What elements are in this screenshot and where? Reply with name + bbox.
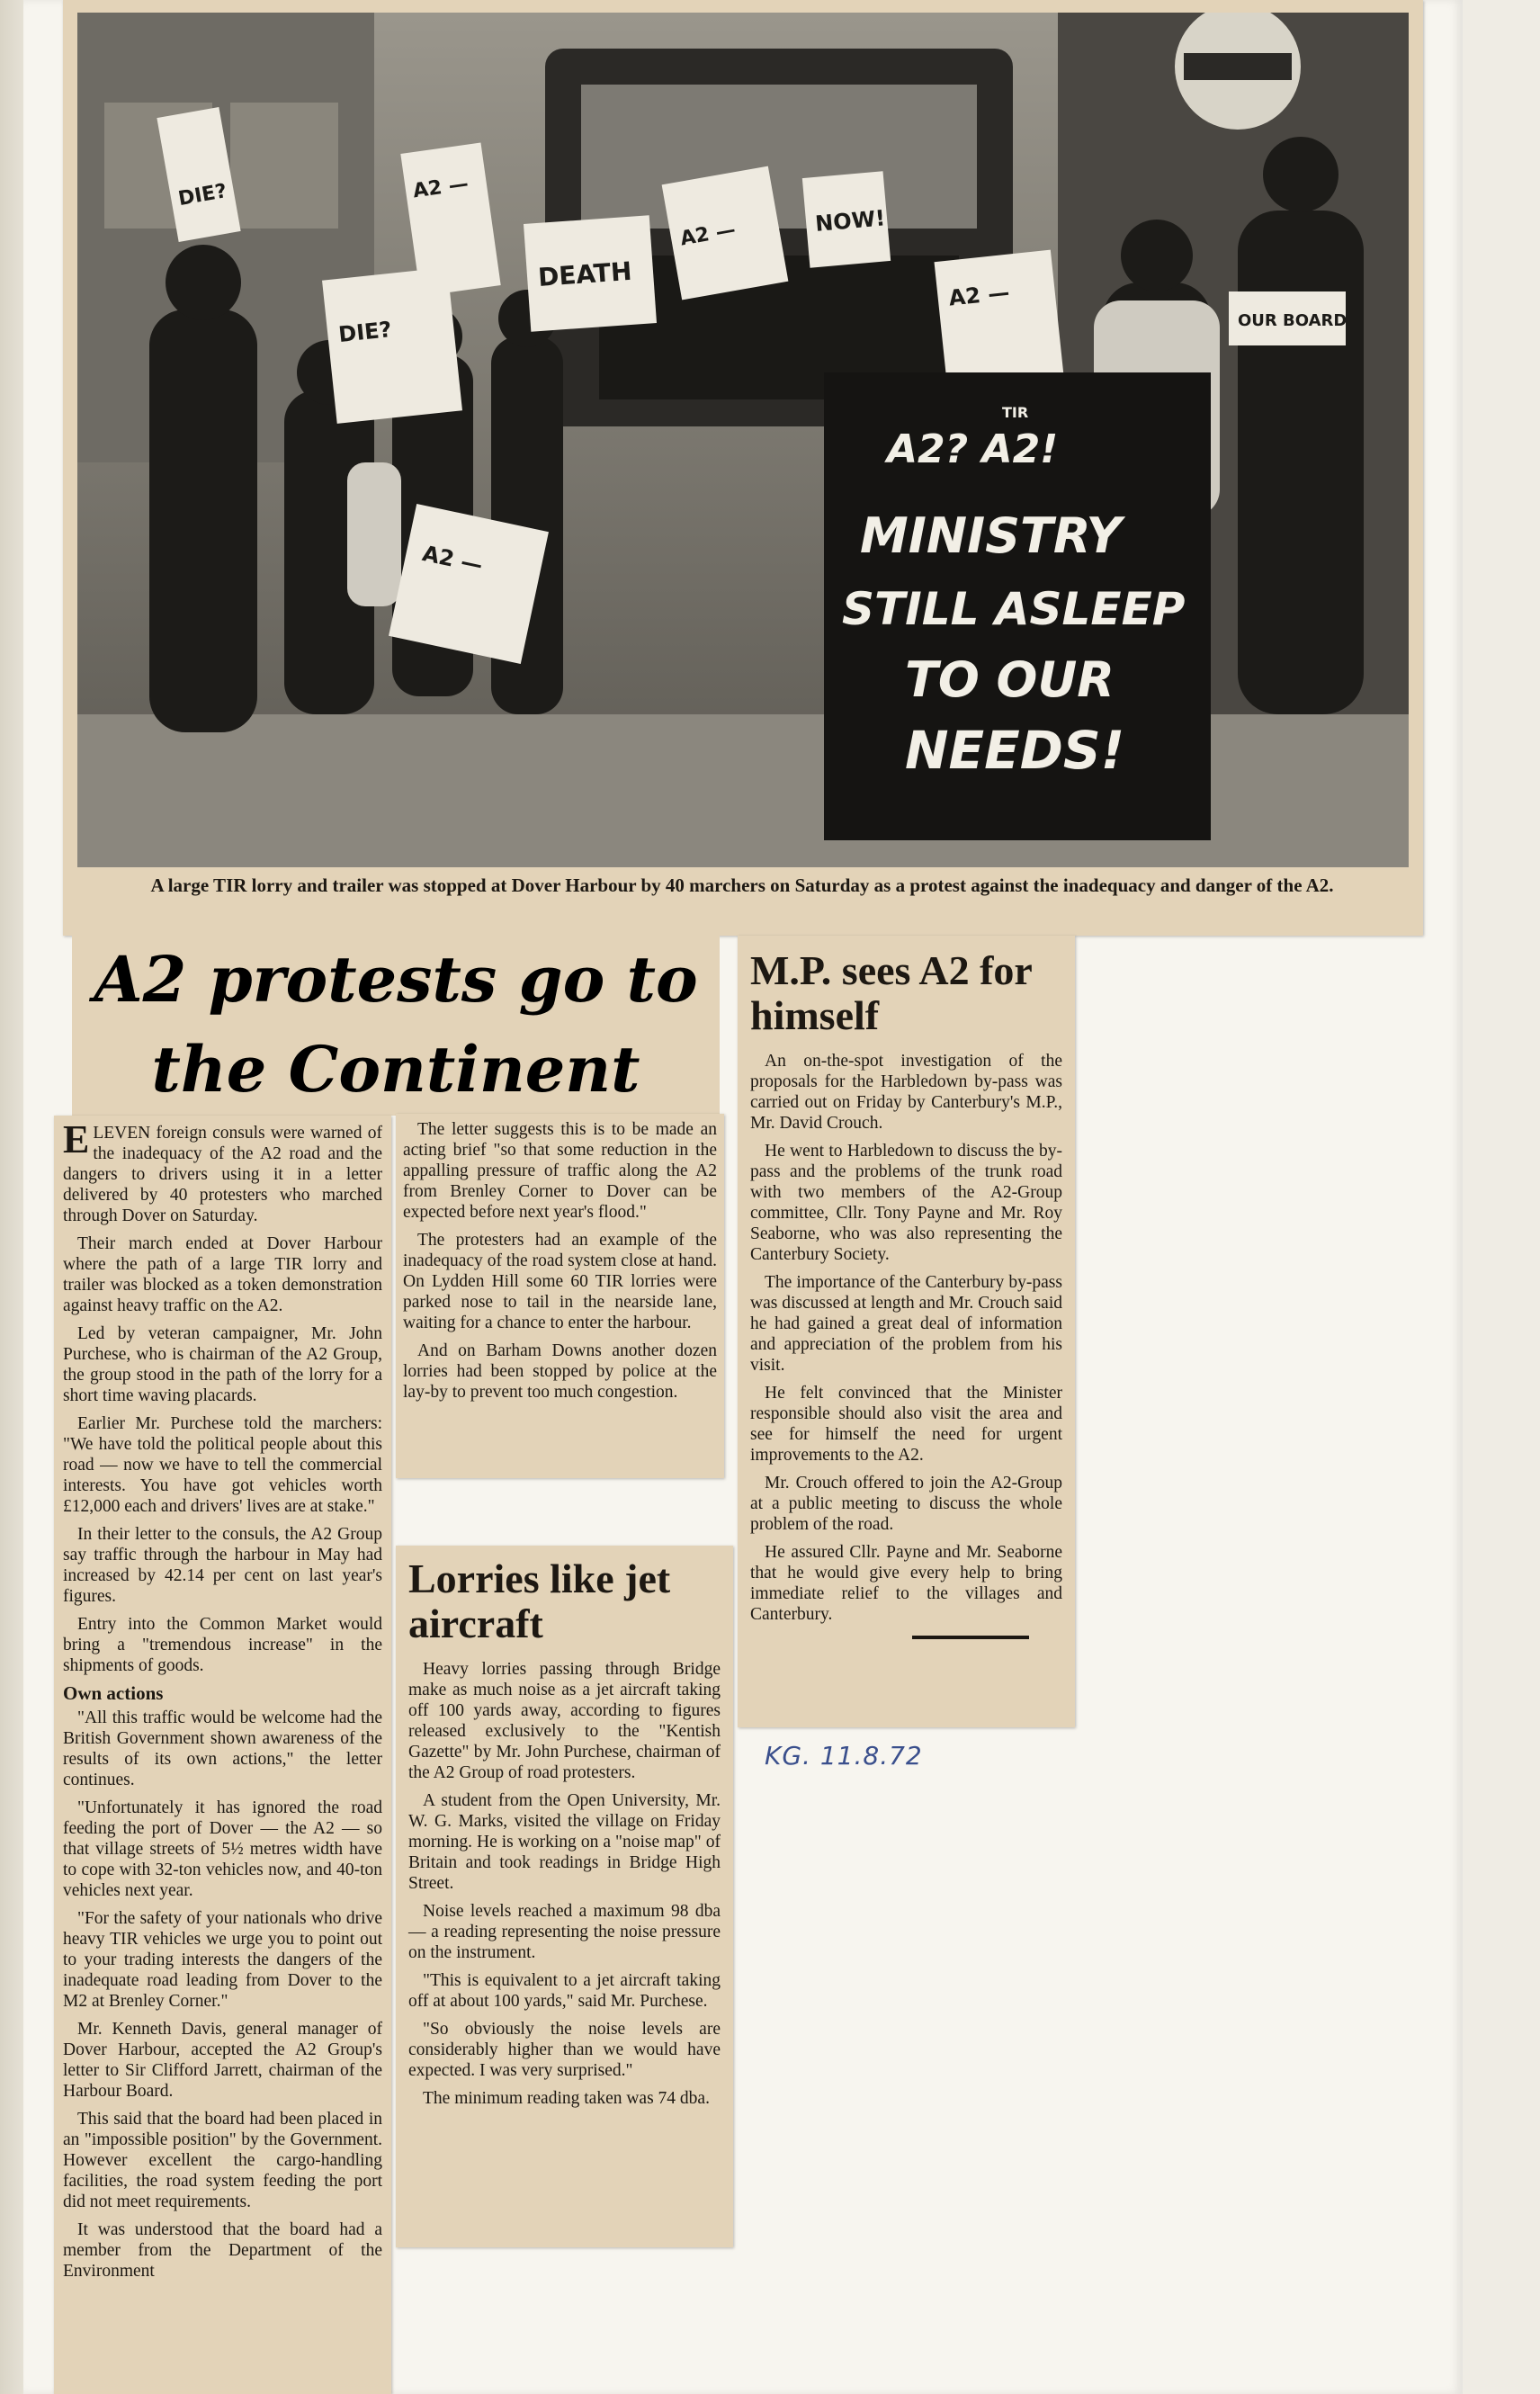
- end-rule: [912, 1636, 1029, 1639]
- banner-line-1: A2? A2!: [887, 426, 1059, 472]
- paragraph: He felt convinced that the Minister responsible should also visit the area and see for himself the need for urgent improvements to the A2.: [750, 1384, 1062, 1465]
- protest-photo: [77, 13, 1409, 867]
- paragraph: An on-the-spot investigation of the proposals for the Harbledown by-pass was carried out on Friday by Canterbury's M.P., Mr. David Crouch.: [750, 1052, 1062, 1133]
- paragraph: He went to Harbledown to discuss the by-pass and the problems of the trunk road with two members of the A2-Group committee, Cllr. Tony Payne and Mr. Roy Seaborne, who was also representing the Canterbury Society.: [750, 1142, 1062, 1264]
- banner-line-5: NEEDS!: [905, 720, 1125, 781]
- handwritten-date-note: KG. 11.8.72: [765, 1741, 923, 1771]
- paragraph: Entry into the Common Market would bring a "tremendous increase" in the shipments of goods.: [63, 1615, 382, 1675]
- placard-now: NOW!: [814, 205, 887, 237]
- paragraph: This said that the board had been placed in an "impossible position" by the Government. However excellent the cargo-handling facilities, the road system feeding the port did not meet requirements.: [63, 2110, 382, 2211]
- banner-line-3: STILL ASLEEP: [842, 583, 1186, 635]
- paragraph: Led by veteran campaigner, Mr. John Purchese, who is chairman of the A2 Group, the group stood in the path of the lorry for a short time waving placards.: [63, 1324, 382, 1405]
- protest-photo-illustration: [77, 13, 1409, 867]
- paragraph: Their march ended at Dover Harbour where the path of a large TIR lorry and trailer was blocked as a token demonstration against heavy traffic on the A2.: [63, 1234, 382, 1315]
- placard-our-board: OUR BOARD: [1238, 311, 1348, 330]
- paragraph: Noise levels reached a maximum 98 dba — a reading representing the noise pressure on the instrument.: [408, 1902, 721, 1962]
- paragraph: "For the safety of your nationals who drive heavy TIR vehicles we urge you to point out to your trading interests the dangers of the inadequate road leading from Dover to the M2 at Brenley Corner.": [63, 1909, 382, 2011]
- placard-keep-death: DEATH: [537, 256, 633, 293]
- lead-paragraph: ELEVEN foreign consuls were warned of the inadequacy of the A2 road and the dangers to drivers using it in a letter delivered by 40 protesters who marched through Dover on Saturday.: [63, 1117, 382, 1225]
- placard-a2-bridle-1: A2 —: [411, 172, 470, 203]
- paragraph: A student from the Open University, Mr. W. G. Marks, visited the village on Friday morning. He is working on a "noise map" of Britain and took readings in Bridge High Street.: [408, 1791, 721, 1893]
- subheading: Own actions: [63, 1682, 164, 1704]
- paragraph: The letter suggests this is to be made an acting brief "so that some reduction in the appalling pressure of traffic along the A2 from Brenley Corner to Dover can be expected before next year's flood.": [403, 1120, 717, 1222]
- photo-clipping: [63, 0, 1423, 936]
- lorries-headline: Lorries like jet aircraft: [408, 1556, 671, 1646]
- paragraph: And on Barham Downs another dozen lorries had been stopped by police at the lay-by to prevent too much congestion.: [403, 1341, 717, 1402]
- paragraph: Mr. Kenneth Davis, general manager of Dover Harbour, accepted the A2 Group's letter to Sir Clifford Jarrett, chairman of the Harbour Board.: [63, 2020, 382, 2101]
- drop-cap: E: [63, 1117, 90, 1161]
- paragraph: The importance of the Canterbury by-pass was discussed at length and Mr. Crouch said he had gained a great deal of information and appreciation of the problem from his visit.: [750, 1273, 1062, 1375]
- placard-a2-bridle-4: A2 —: [420, 540, 486, 578]
- placard-die: DIE?: [176, 180, 229, 211]
- paragraph: The protesters had an example of the inadequacy of the road system close at hand. On Lydden Hill some 60 TIR lorries were parked nose to tail in the nearside lane, waiting for a chance to enter the harbour.: [403, 1231, 717, 1332]
- paragraph: Earlier Mr. Purchese told the marchers: "We have told the political people about this road — now we have to tell the commercial interests. You have got vehicles worth £12,000 each and drivers' lives are at stake.": [63, 1414, 382, 1516]
- paragraph: In their letter to the consuls, the A2 Group say traffic through the harbour in May had increased by 42.14 per cent on last year's figures.: [63, 1525, 382, 1606]
- paragraph: He assured Cllr. Payne and Mr. Seaborne that he would give every help to bring immediate relief to the villages and Canterbury.: [750, 1543, 1062, 1624]
- photo-caption: A large TIR lorry and trailer was stopped at Dover Harbour by 40 marchers on Saturday as a protest against the inadequacy and danger of the A2.: [150, 874, 1334, 896]
- lorries-article-clipping: [396, 1546, 733, 2247]
- main-article-column-1: [54, 1116, 391, 2394]
- paragraph: "So obviously the noise levels are considerably higher than we would have expected. I was very surprised.": [408, 2020, 721, 2080]
- mp-article-clipping: [738, 936, 1075, 1727]
- paragraph: "Unfortunately it has ignored the road feeding the port of Dover — the A2 — so that village streets of 5½ metres width have to cope with 32-ton vehicles now, and 40-ton vehicles next year.: [63, 1798, 382, 1900]
- banner-line-2: MINISTRY: [860, 507, 1122, 564]
- paragraph: "This is equivalent to a jet aircraft taking off at about 100 yards," said Mr. Purchese.: [408, 1971, 721, 2011]
- paragraph: Mr. Crouch offered to join the A2-Group at a public meeting to discuss the whole problem of the road.: [750, 1474, 1062, 1534]
- placard-how-many: DIE?: [336, 317, 393, 348]
- paragraph: The minimum reading taken was 74 dba.: [423, 2089, 710, 2108]
- placard-a2-bridle-2: A2 —: [678, 219, 738, 251]
- paragraph: "All this traffic would be welcome had the British Government shown awareness of the results of its own actions," the letter continues.: [63, 1708, 382, 1789]
- mp-headline: M.P. sees A2 for himself: [750, 947, 1033, 1038]
- main-headline-clipping: [72, 922, 720, 1116]
- paragraph: Heavy lorries passing through Bridge make as much noise as a jet aircraft taking off 100 yards away, according to figures released exclusively to the "Kentish Gazette" by Mr. John Purchese, chairman of the A2 Group of road protesters.: [408, 1660, 721, 1782]
- main-headline: A2 protests go to the Continent: [94, 942, 698, 1107]
- banner-line-4: TO OUR: [905, 651, 1115, 708]
- banner-tir-badge: TIR: [1002, 404, 1029, 421]
- main-article-column-2: [396, 1114, 724, 1478]
- placard-a2-bridle-3: A2 —: [947, 279, 1011, 311]
- paragraph: It was understood that the board had a member from the Department of the Environment: [63, 2220, 382, 2281]
